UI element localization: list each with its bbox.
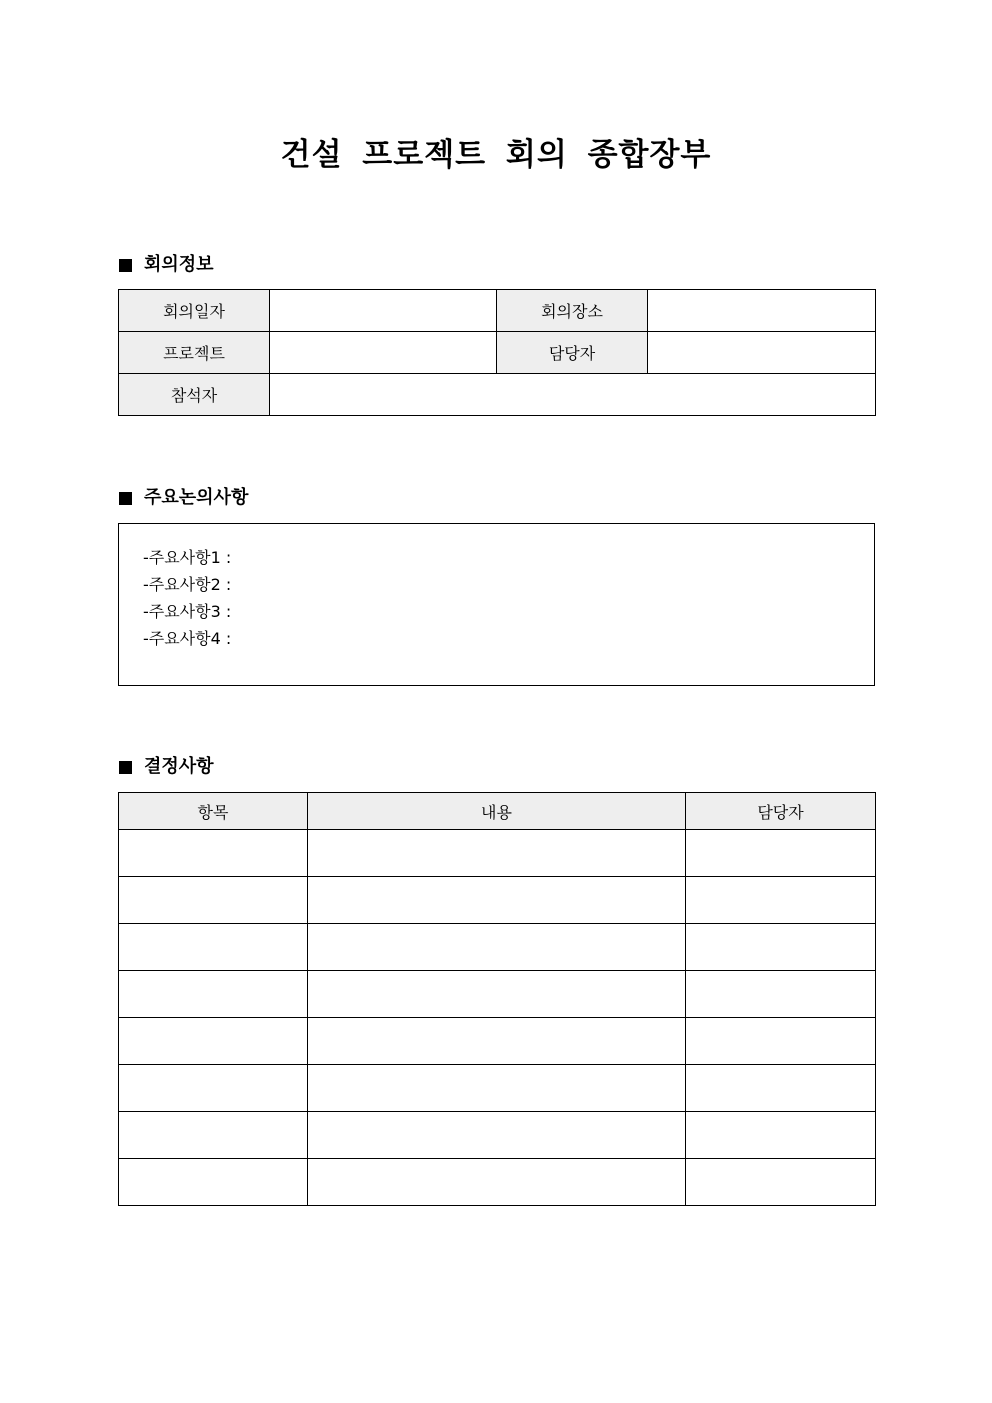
decision-manager-cell[interactable] — [686, 877, 876, 924]
decision-manager-cell[interactable] — [686, 1112, 876, 1159]
square-bullet-icon — [119, 761, 132, 774]
table-row — [119, 971, 876, 1018]
decision-item-cell[interactable] — [119, 1112, 308, 1159]
decision-manager-cell[interactable] — [686, 830, 876, 877]
decision-content-cell[interactable] — [308, 971, 686, 1018]
label-attendees: 참석자 — [119, 374, 270, 416]
table-row — [119, 1065, 876, 1112]
table-row — [119, 1112, 876, 1159]
decision-item-cell[interactable] — [119, 1159, 308, 1206]
table-row — [119, 1018, 876, 1065]
column-header-item: 항목 — [119, 793, 308, 830]
decision-manager-cell[interactable] — [686, 1065, 876, 1112]
decision-item-cell[interactable] — [119, 1018, 308, 1065]
decision-content-cell[interactable] — [308, 1159, 686, 1206]
decision-manager-cell[interactable] — [686, 1159, 876, 1206]
decision-content-cell[interactable] — [308, 830, 686, 877]
decision-item-cell[interactable] — [119, 877, 308, 924]
section-heading-label: 결정사항 — [144, 756, 214, 777]
section-heading-label: 회의정보 — [144, 254, 214, 275]
table-row — [119, 332, 876, 374]
list-item: -주요사항4 : — [143, 629, 232, 648]
decision-content-cell[interactable] — [308, 1018, 686, 1065]
square-bullet-icon — [119, 259, 132, 272]
table-row — [119, 877, 876, 924]
meeting-info-table — [118, 289, 876, 416]
meeting-date-field[interactable] — [270, 290, 497, 332]
column-header-content: 내용 — [308, 793, 686, 830]
square-bullet-icon — [119, 492, 132, 505]
list-item: -주요사항2 : — [143, 575, 232, 594]
project-field[interactable] — [270, 332, 497, 374]
attendees-field[interactable] — [270, 374, 876, 416]
manager-field[interactable] — [648, 332, 876, 374]
page-title: 건설 프로젝트 회의 종합장부 — [280, 137, 712, 173]
list-item: -주요사항3 : — [143, 602, 232, 621]
decision-item-cell[interactable] — [119, 830, 308, 877]
decision-manager-cell[interactable] — [686, 924, 876, 971]
decision-content-cell[interactable] — [308, 1112, 686, 1159]
discussion-list — [119, 524, 874, 652]
table-row — [119, 290, 876, 332]
label-meeting-location: 회의장소 — [497, 290, 648, 332]
discussion-box[interactable] — [118, 523, 875, 686]
section-heading-decisions — [119, 755, 214, 779]
section-heading-meeting-info — [119, 253, 214, 277]
section-heading-label: 주요논의사항 — [144, 487, 249, 508]
decision-content-cell[interactable] — [308, 924, 686, 971]
table-row — [119, 374, 876, 416]
table-row — [119, 924, 876, 971]
decision-content-cell[interactable] — [308, 1065, 686, 1112]
label-meeting-date: 회의일자 — [119, 290, 270, 332]
table-row — [119, 830, 876, 877]
table-row — [119, 1159, 876, 1206]
meeting-location-field[interactable] — [648, 290, 876, 332]
table-header-row — [119, 793, 876, 830]
decision-item-cell[interactable] — [119, 924, 308, 971]
decision-content-cell[interactable] — [308, 877, 686, 924]
label-project: 프로젝트 — [119, 332, 270, 374]
column-header-manager: 담당자 — [686, 793, 876, 830]
decision-manager-cell[interactable] — [686, 1018, 876, 1065]
label-manager: 담당자 — [497, 332, 648, 374]
decision-item-cell[interactable] — [119, 1065, 308, 1112]
list-item: -주요사항1 : — [143, 548, 232, 567]
decisions-table — [118, 792, 876, 1206]
decision-manager-cell[interactable] — [686, 971, 876, 1018]
section-heading-discussion — [119, 486, 248, 510]
decision-item-cell[interactable] — [119, 971, 308, 1018]
